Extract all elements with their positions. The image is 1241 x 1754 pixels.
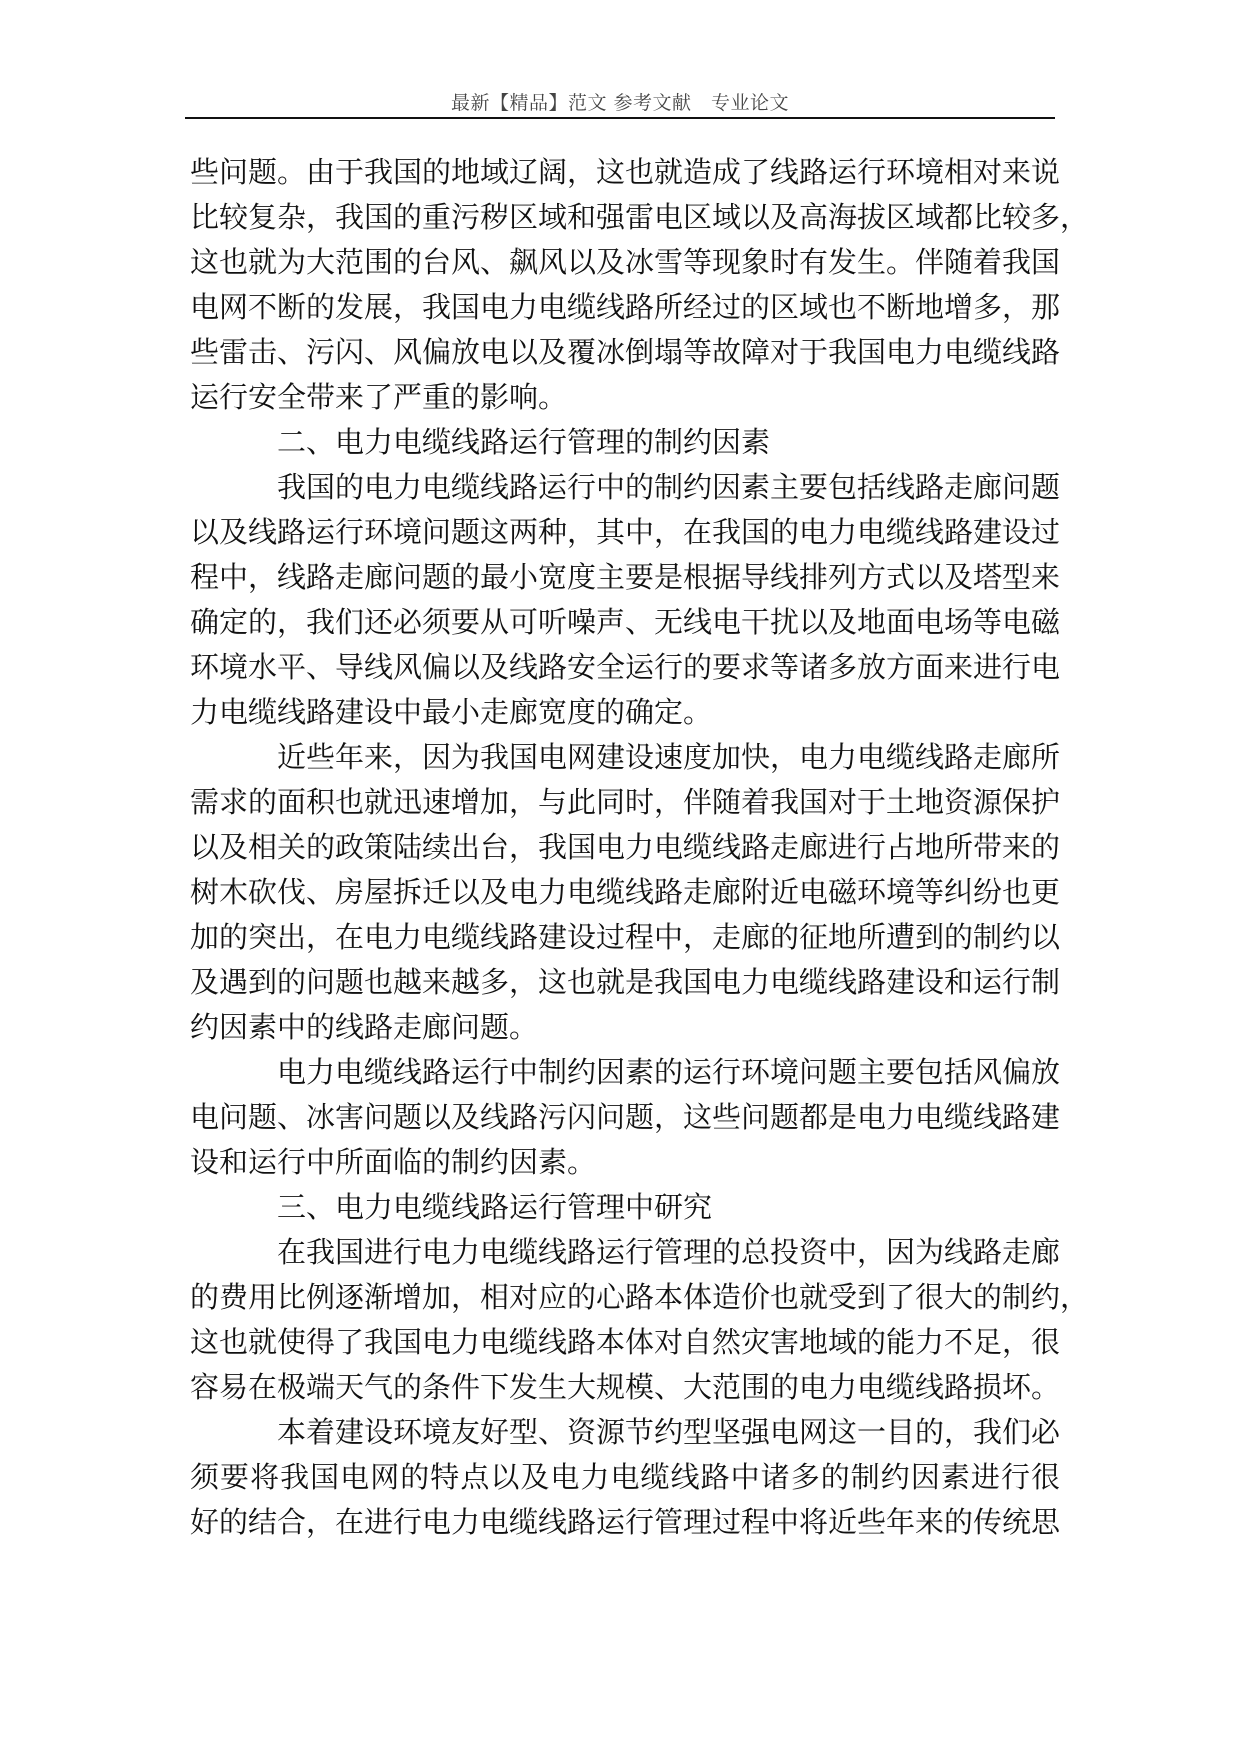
text-line: 本着建设环境友好型、资源节约型坚强电网这一目的，我们必 bbox=[277, 1415, 1061, 1449]
text-line: 需求的面积也就迅速增加，与此同时，伴随着我国对于土地资源保护 bbox=[190, 785, 1061, 819]
text-line: 近些年来，因为我国电网建设速度加快，电力电缆线路走廊所 bbox=[277, 740, 1061, 774]
text-line: 树木砍伐、房屋拆迁以及电力电缆线路走廊附近电磁环境等纠纷也更 bbox=[190, 875, 1061, 909]
text-line: 在我国进行电力电缆线路运行管理的总投资中，因为线路走廊 bbox=[277, 1235, 1061, 1269]
text-line: 比较复杂，我国的重污秽区域和强雷电区域以及高海拔区域都比较多， bbox=[190, 200, 1090, 234]
text-line: 三、电力电缆线路运行管理中研究 bbox=[277, 1190, 713, 1224]
text-line: 须要将我国电网的特点以及电力电缆线路中诸多的制约因素进行很 bbox=[190, 1460, 1060, 1494]
text-line: 的费用比例逐渐增加，相对应的心路本体造价也就受到了很大的制约， bbox=[190, 1280, 1090, 1314]
body-text bbox=[190, 150, 1090, 1545]
text-line: 电问题、冰害问题以及线路污闪问题，这些问题都是电力电缆线路建 bbox=[190, 1100, 1061, 1134]
text-line: 电网不断的发展，我国电力电缆线路所经过的区域也不断地增多，那 bbox=[190, 290, 1061, 324]
text-line: 运行安全带来了严重的影响。 bbox=[190, 380, 568, 414]
text-line: 力电缆线路建设中最小走廊宽度的确定。 bbox=[190, 695, 713, 729]
text-line: 些问题。由于我国的地域辽阔，这也就造成了线路运行环境相对来说 bbox=[190, 155, 1061, 189]
header-divider bbox=[185, 117, 1055, 119]
text-line: 约因素中的线路走廊问题。 bbox=[190, 1010, 539, 1044]
text-line: 这也就为大范围的台风、飙风以及冰雪等现象时有发生。伴随着我国 bbox=[190, 245, 1061, 279]
text-line: 设和运行中所面临的制约因素。 bbox=[190, 1145, 597, 1179]
text-line: 容易在极端天气的条件下发生大规模、大范围的电力电缆线路损坏。 bbox=[190, 1370, 1061, 1404]
text-line: 及遇到的问题也越来越多，这也就是我国电力电缆线路建设和运行制 bbox=[190, 965, 1061, 999]
text-line: 以及相关的政策陆续出台，我国电力电缆线路走廊进行占地所带来的 bbox=[190, 830, 1061, 864]
text-line: 二、电力电缆线路运行管理的制约因素 bbox=[277, 425, 771, 459]
text-line: 加的突出，在电力电缆线路建设过程中，走廊的征地所遭到的制约以 bbox=[190, 920, 1061, 954]
running-header: 最新【精品】范文 参考文献 专业论文 bbox=[450, 92, 790, 114]
text-line: 些雷击、污闪、风偏放电以及覆冰倒塌等故障对于我国电力电缆线路 bbox=[190, 335, 1061, 369]
text-line: 以及线路运行环境问题这两种，其中，在我国的电力电缆线路建设过 bbox=[190, 515, 1061, 549]
text-line: 环境水平、导线风偏以及线路安全运行的要求等诸多放方面来进行电 bbox=[190, 650, 1061, 684]
text-line: 这也就使得了我国电力电缆线路本体对自然灾害地域的能力不足，很 bbox=[190, 1325, 1061, 1359]
text-line: 好的结合，在进行电力电缆线路运行管理过程中将近些年来的传统思 bbox=[190, 1505, 1061, 1539]
text-line: 程中，线路走廊问题的最小宽度主要是根据导线排列方式以及塔型来 bbox=[190, 560, 1061, 594]
text-line: 电力电缆线路运行中制约因素的运行环境问题主要包括风偏放 bbox=[277, 1055, 1061, 1089]
text-line: 确定的，我们还必须要从可听噪声、无线电干扰以及地面电场等电磁 bbox=[190, 605, 1061, 639]
text-line: 我国的电力电缆线路运行中的制约因素主要包括线路走廊问题 bbox=[277, 470, 1061, 504]
